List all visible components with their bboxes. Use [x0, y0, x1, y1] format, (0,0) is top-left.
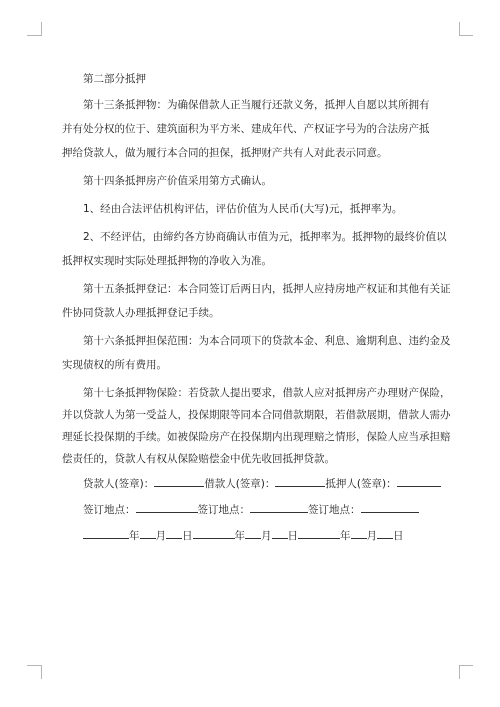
borrower-signature-blank[interactable] [275, 475, 325, 487]
date-3-year-blank[interactable] [298, 527, 340, 539]
date-1-day-blank[interactable] [166, 527, 182, 539]
lender-signature-label: 贷款人(签章)： [83, 478, 155, 490]
crop-mark-top-right-h [459, 35, 473, 36]
clause-13-line-3: 押给贷款人，做为履行本合同的担保，抵押财产共有人对此表示同意。 [62, 147, 388, 159]
clause-15-line-2: 件协同贷款人办理抵押登记手续。 [62, 307, 220, 319]
section-title: 第二部分抵押 [83, 73, 146, 85]
date-3-day-label: 日 [393, 530, 404, 542]
clause-14-item-2-line-1: 2、不经评估，由缔约各方协商确认市值为元，抵押率为。抵押物的最终价值以 [83, 231, 447, 243]
date-2-day-label: 日 [287, 530, 298, 542]
crop-mark-bottom-left-v [41, 665, 42, 679]
borrower-signature-label: 借款人(签章)： [204, 478, 276, 490]
signature-row [62, 475, 442, 492]
date-1-year-label: 年 [129, 530, 140, 542]
crop-mark-bottom-right-h [459, 665, 473, 666]
date-2-month-label: 月 [261, 530, 272, 542]
signing-place-blank-3[interactable] [361, 501, 419, 513]
date-1-month-blank[interactable] [140, 527, 156, 539]
mortgagor-signature-blank[interactable] [397, 475, 441, 487]
signing-place-label-2: 签订地点： [197, 504, 250, 516]
signing-place-label-3: 签订地点： [308, 504, 361, 516]
signing-date-row [62, 527, 442, 544]
crop-mark-top-left-v [41, 22, 42, 36]
clause-14: 第十四条抵押房产价值采用第方式确认。 [83, 175, 272, 187]
date-3-month-blank[interactable] [351, 527, 367, 539]
date-2-month-blank[interactable] [245, 527, 261, 539]
clause-17-line-3: 理延长投保期的手续。如被保险房产在投保期内出现理赔之情形，保险人应当承担赔 [62, 431, 451, 443]
date-3-day-blank[interactable] [377, 527, 393, 539]
crop-mark-bottom-left-h [27, 665, 41, 666]
date-3-month-label: 月 [366, 530, 377, 542]
clause-16-line-1: 第十六条抵押担保范围：为本合同项下的贷款本金、利息、逾期利息、违约金及 [83, 335, 451, 347]
lender-signature-blank[interactable] [154, 475, 204, 487]
clause-15-line-1: 第十五条抵押登记：本合同签订后两日内，抵押人应持房地产权证和其他有关证 [83, 283, 451, 295]
document-page [62, 62, 451, 544]
date-2-year-label: 年 [234, 530, 245, 542]
crop-mark-top-left-h [27, 35, 41, 36]
clause-17-line-1: 第十七条抵押物保险：若贷款人提出要求，借款人应对抵押房产办理财产保险， [83, 387, 451, 399]
signing-place-blank-2[interactable] [250, 501, 308, 513]
date-3-year-label: 年 [340, 530, 351, 542]
signing-place-blank-1[interactable] [136, 501, 198, 513]
clause-14-item-1: 1、经由合法评估机构评估，评估价值为人民币(大写)元，抵押率为。 [83, 203, 403, 215]
clause-16-line-2: 实现债权的所有费用。 [62, 359, 167, 371]
date-1-year-blank[interactable] [83, 527, 129, 539]
clause-14-item-2-line-2: 抵押权实现时实际处理抵押物的净收入为准。 [62, 255, 272, 267]
date-2-year-blank[interactable] [193, 527, 235, 539]
crop-mark-top-right-v [459, 22, 460, 36]
date-1-day-label: 日 [182, 530, 193, 542]
date-1-month-label: 月 [155, 530, 166, 542]
signing-place-label-1: 签订地点： [83, 504, 136, 516]
signing-place-row [62, 501, 442, 518]
mortgagor-signature-label: 抵押人(签章)： [325, 478, 397, 490]
clause-17-line-4: 偿责任的，贷款人有权从保险赔偿金中优先收回抵押贷款。 [62, 453, 335, 465]
date-2-day-blank[interactable] [272, 527, 288, 539]
clause-17-line-2: 并以贷款人为第一受益人，投保期限等同本合同借款期限，若借款展期，借款人需办 [62, 409, 451, 421]
crop-mark-bottom-right-v [459, 665, 460, 679]
clause-13-line-2: 并有处分权的位于、建筑面积为平方米、建成年代、产权证字号为的合法房产抵 [62, 123, 430, 135]
clause-13-line-1: 第十三条抵押物：为确保借款人正当履行还款义务，抵押人自愿以其所拥有 [83, 99, 430, 111]
